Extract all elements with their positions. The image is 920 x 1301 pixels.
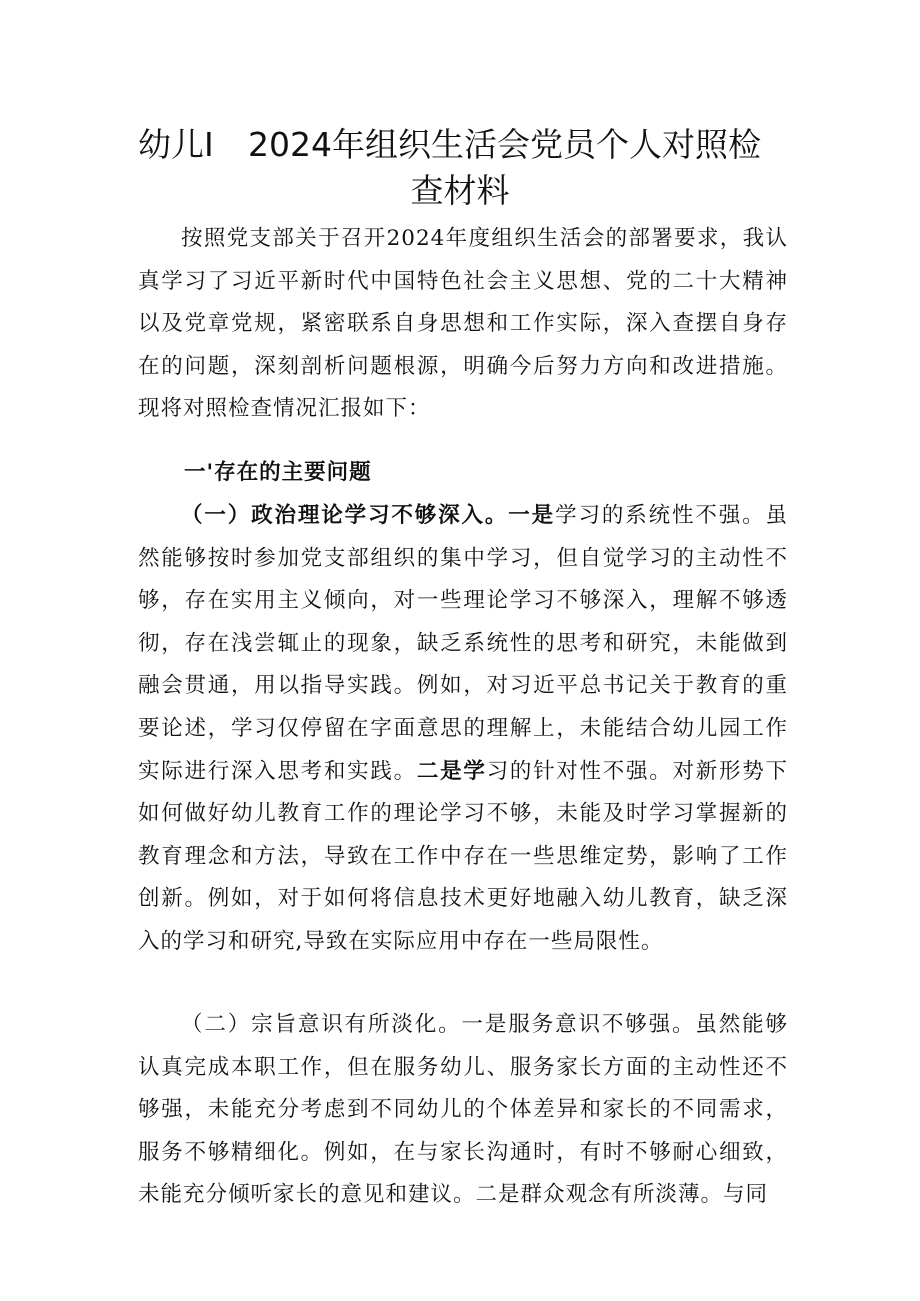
title-main: 2024年组织生活会党员个人对照检 (248, 125, 761, 164)
document-title-line2: 查材料 (410, 171, 510, 210)
intro-paragraph: 按照党支部关于召开2024年度组织生活会的部署要求，我认真学习了习近平新时代中国特色社会主义思想、党的二十大精神以及党章党规，紧密联系自身思想和工作实际，深入查摆自身存在的问题，深刻剖析问题根源，明确今后努力方向和改进措施。现将对照检查情况汇报如下： (138, 226, 788, 422)
point1-text: 学习的系统性不强。虽然能够按时参加党支部组织的集中学习，但自觉学习的主动性不够，存在实用主义倾向，对一些理论学习不够深入，理解不够透彻，存在浅尝辄止的现象，缺乏系统性的思考和研究，未能做到融会贯通，用以指导实践。例如，对习近平总书记关于教育的重要论述，学习仅停留在字面意思的理解上，未能结合幼儿园工作实际进行深入思考和实践。 (138, 503, 788, 784)
point2-text: 习的针对性不强。对新形势下如何做好幼儿教育工作的理论学习不够，未能及时学习掌握新的教育理念和方法，导致在工作中存在一些思维定势，影响了工作创新。例如，对于如何将信息技术更好地融入幼儿教育，缺乏深入的学习和研究,导致在实际应用中存在一些局限性。 (138, 758, 788, 954)
section1-heading: 一'存在的主要问题 (184, 460, 372, 485)
subsection1-heading: （一）政治理论学习不够深入。 (181, 503, 509, 528)
point2-label: 二是学 (416, 758, 487, 784)
subsection1-paragraph (138, 495, 788, 964)
subsection2-paragraph: （二）宗旨意识有所淡化。一是服务意识不够强。虽然能够认真完成本职工作，但在服务幼儿、服务家长方面的主动性还不够强，未能充分考虑到不同幼儿的个体差异和家长的不同需求，服务不够精细化。例如，在与家长沟通时，有时不够耐心细致，未能充分倾听家长的意见和建议。二是群众观念有所淡薄。与同 (138, 1012, 788, 1208)
point1-label: 一是 (508, 503, 556, 528)
document-title-line1 (138, 120, 778, 170)
title-prefix: 幼儿I (138, 125, 214, 164)
